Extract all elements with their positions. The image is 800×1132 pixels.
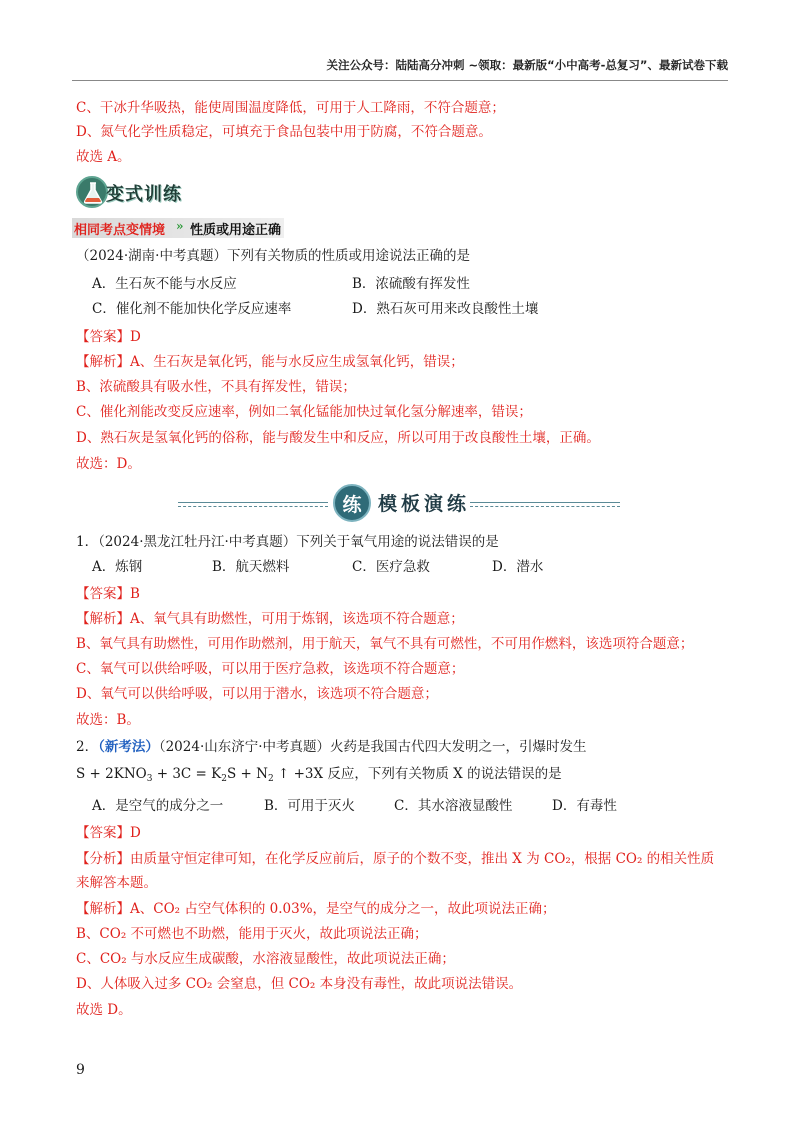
topic-tag-arrow: » [176,219,184,233]
answer-value: D [130,329,141,345]
chemical-equation: $S + 2KNO_3 + 3C = K_2S + N_2$ ↑ +3X [76,766,328,784]
q2-equation-line: $S + 2KNO_3 + 3C = K_2S + N_2$ ↑ +3X 反应，下列有关物质 X 的说法错误的是 [76,766,562,784]
variant-training-title: 变式训练 [106,184,182,205]
variant-analysis-d: D、熟石灰是氢氧化钙的俗称，能与酸发生中和反应，所以可用于改良酸性土壤，正确。 [76,430,600,446]
q2-analysis-c: C、CO₂ 与水反应生成碳酸，水溶液显酸性，故此项说法正确； [76,951,455,967]
flask-icon [76,176,108,208]
q1-option-b: B．航天燃料 [212,559,290,575]
template-practice-title: 模板演练 [378,493,471,515]
q2-answer: 【答案】D [76,825,141,841]
variant-answer [76,327,141,347]
q2-fenxi-1: 【分析】由质量守恒定律可知，在化学反应前后，原子的个数不变，推出 X 为 CO₂，根据 CO₂ 的相关性质 [76,851,715,867]
practice-badge: 练 [333,484,371,522]
header-rule [72,80,728,81]
q1-analysis-c: C、氧气可以供给呼吸，可以用于医疗急救，该选项不符合题意； [76,661,465,677]
q1-analysis-d: D、氧气可以供给呼吸，可以用于潜水，该选项不符合题意； [76,686,438,702]
q1-answer: 【答案】B [76,586,140,602]
variant-option-c: C．催化剂不能加快化学反应速率 [92,301,292,317]
page-header: 关注公众号：陆陆高分冲刺 ~领取：最新版“小中高考-总复习”、最新试卷下载 [326,58,728,72]
q2-option-a: A．是空气的成分之一 [92,798,224,814]
page-number: 9 [76,1062,85,1078]
variant-analysis-c: C、催化剂能改变反应速率，例如二氧化锰能加快过氧化氢分解速率，错误； [76,404,532,420]
variant-option-d: D．熟石灰可用来改良酸性土壤 [352,301,539,317]
q2-option-d: D．有毒性 [552,798,617,814]
q1-analysis-b: B、氧气具有助燃性，可用作助燃剂，用于航天，氧气不具有可燃性，不可用作燃料，该选项符合题意； [76,636,694,652]
variant-analysis-b: B、浓硫酸具有吸水性，不具有挥发性，错误； [76,379,356,395]
prev-analysis-c: C、干冰升华吸热，能使周围温度降低，可用于人工降雨，不符合题意； [76,100,505,116]
variant-conclusion: 故选：D。 [76,456,141,472]
q1-option-a: A．炼钢 [92,559,143,575]
q2-option-b: B．可用于灭火 [264,798,355,814]
q1-option-c: C．医疗急救 [352,559,430,575]
banner-rule-left [178,502,328,507]
prev-analysis-d: D、氮气化学性质稳定，可填充于食品包装中用于防腐，不符合题意。 [76,124,492,140]
q2-question: 2．（新考法）（2024·山东济宁·中考真题）火药是我国古代四大发明之一，引爆时发生 [76,739,587,755]
topic-tag-left: 相同考点变情境 [74,223,166,238]
new-method-tag: （新考法） [98,739,159,755]
banner-rule-right [470,502,620,507]
answer-tag: 【答案】 [76,329,130,345]
q2-option-c: C．其水溶液显酸性 [394,798,513,814]
q2-analysis-b: B、CO₂ 不可燃也不助燃，能用于灭火，故此项说法正确； [76,926,428,942]
variant-question: （2024·湖南·中考真题）下列有关物质的性质或用途说法正确的是 [76,248,470,264]
q1-option-d: D．潜水 [492,559,544,575]
prev-conclusion: 故选 A。 [76,149,131,165]
q1-question: 1．（2024·黑龙江牡丹江·中考真题）下列关于氧气用途的说法错误的是 [76,534,499,550]
q1-conclusion: 故选：B。 [76,712,140,728]
q2-analysis-a: 【解析】A、CO₂ 占空气体积的 0.03%，是空气的成分之一，故此项说法正确； [76,901,556,917]
q2-fenxi-2: 来解答本题。 [76,875,157,891]
q2-conclusion: 故选 D。 [76,1002,132,1018]
variant-option-b: B．浓硫酸有挥发性 [352,276,470,292]
topic-tag [72,218,284,238]
variant-option-a: A．生石灰不能与水反应 [92,276,237,292]
q2-analysis-d: D、人体吸入过多 CO₂ 会窒息，但 CO₂ 本身没有毒性，故此项说法错误。 [76,976,523,992]
topic-tag-right: 性质或用途正确 [190,223,282,238]
analysis-tag: 【解析】 [76,354,130,370]
variant-analysis-a: 【解析】A、生石灰是氧化钙，能与水反应生成氢氧化钙，错误； [76,354,464,370]
q1-analysis-a: 【解析】A、氧气具有助燃性，可用于炼钢，该选项不符合题意； [76,611,464,627]
